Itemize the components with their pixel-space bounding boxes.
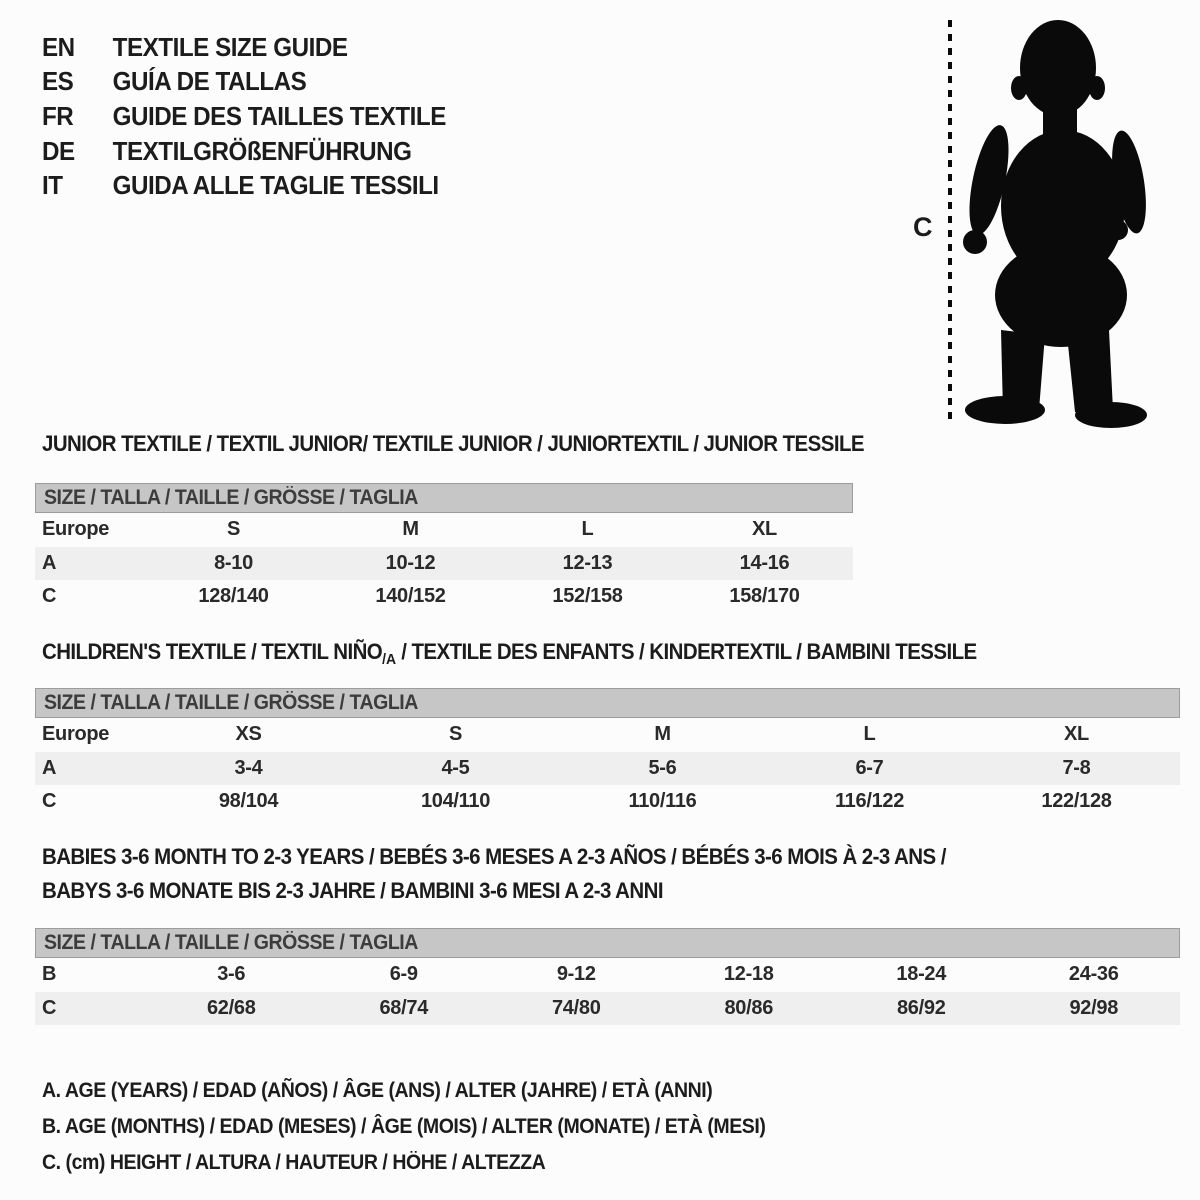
size-cell: S [226,518,241,541]
size-header-label: SIZE / TALLA / TAILLE / GRÖSSE / TAGLIA [44,931,418,954]
size-cell: 158/170 [729,585,800,608]
language-code: FR [42,100,74,131]
row-label: C [42,790,57,813]
size-cell: 6-9 [389,963,418,986]
children-size-table [35,688,1180,819]
size-cell: 92/98 [1069,996,1119,1019]
babies-title-line2: BABYS 3-6 MONATE BIS 2-3 JAHRE / BAMBINI 3-6 MESI A 2-3 ANNI [42,878,663,903]
size-cell: 3-6 [217,963,246,986]
babies-table-rows [35,958,1180,1025]
size-cell: 7-8 [1062,756,1091,779]
size-cell: 14-16 [739,551,790,574]
size-cell: 12-13 [562,551,613,574]
language-row [42,134,446,169]
table-row [35,785,1180,819]
size-cell: 5-6 [648,756,677,779]
size-cell: L [863,723,876,746]
table-row [35,752,1180,786]
toddler-figure [905,10,1155,430]
size-cell: 128/140 [198,585,269,608]
size-header-bar [35,688,1180,718]
language-title: GUIDA ALLE TAGLIE TESSILI [112,170,439,201]
size-cell: 80/86 [724,996,774,1019]
language-title-list [42,30,476,203]
table-row [35,992,1180,1026]
legend-line-c: C. (cm) HEIGHT / ALTURA / HAUTEUR / HÖHE / ALTEZZA [42,1151,546,1174]
babies-title-line1: BABIES 3-6 MONTH TO 2-3 YEARS / BEBÉS 3-6 MESES A 2-3 AÑOS / BÉBÉS 3-6 MOIS À 2-3 ANS / [42,844,946,869]
row-label: C [42,996,57,1019]
size-cell: 140/152 [375,585,446,608]
junior-size-table [35,483,853,614]
size-cell: 68/74 [379,996,429,1019]
size-cell: 24-36 [1068,963,1119,986]
size-cell: 12-18 [723,963,774,986]
children-table-rows [35,718,1180,819]
size-cell: 104/110 [420,790,491,813]
size-cell: M [654,723,671,746]
language-code: ES [42,66,74,97]
size-cell: XL [752,518,777,541]
row-label: Europe [42,723,110,746]
language-row [42,30,446,65]
size-cell: 62/68 [206,996,256,1019]
row-label: B [42,963,57,986]
language-title: TEXTILGRÖßENFÜHRUNG [112,135,412,166]
size-cell: 74/80 [551,996,601,1019]
junior-section-title: JUNIOR TEXTILE / TEXTIL JUNIOR/ TEXTILE JUNIOR / JUNIORTEXTIL / JUNIOR TESSILE [42,431,864,456]
height-label-c: C [913,212,933,242]
size-cell: S [448,723,463,746]
size-cell: M [402,518,419,541]
row-label: Europe [42,518,110,541]
size-cell: 4-5 [441,756,470,779]
language-title: GUÍA DE TALLAS [112,66,307,97]
legend-line-b: B. AGE (MONTHS) / EDAD (MESES) / ÂGE (MOIS) / ALTER (MONATE) / ETÀ (MESI) [42,1115,766,1138]
size-cell: 110/116 [628,790,697,813]
size-header-label: SIZE / TALLA / TAILLE / GRÖSSE / TAGLIA [44,691,418,714]
language-row [42,168,446,203]
children-section-title [42,639,977,668]
children-title-subscript: /A [382,651,397,668]
size-cell: 86/92 [896,996,946,1019]
size-cell: 18-24 [896,963,947,986]
size-cell: 152/158 [552,585,623,608]
table-row [35,513,853,547]
language-title: TEXTILE SIZE GUIDE [112,31,348,62]
table-row [35,718,1180,752]
size-cell: L [581,518,594,541]
babies-size-table [35,928,1180,1025]
size-cell: 8-10 [214,551,253,574]
language-row [42,65,446,100]
language-code: EN [42,31,75,62]
language-title: GUIDE DES TAILLES TEXTILE [112,100,446,131]
language-code: DE [42,135,75,166]
language-row [42,99,446,134]
junior-table-rows [35,513,853,614]
size-cell: 10-12 [385,551,436,574]
row-label: A [42,551,57,574]
children-title-pre: CHILDREN'S TEXTILE / TEXTIL NIÑO [42,639,383,664]
size-cell: 9-12 [556,963,596,986]
size-header-bar [35,483,853,513]
row-label: C [42,585,57,608]
size-cell: 3-4 [234,756,263,779]
size-cell: 98/104 [218,790,279,813]
children-title-post: / TEXTILE DES ENFANTS / KINDERTEXTIL / BAMBINI TESSILE [396,639,977,664]
size-cell: XL [1064,723,1089,746]
toddler-silhouette [962,20,1152,428]
size-header-bar [35,928,1180,958]
babies-section-title [42,840,946,908]
size-cell: 6-7 [855,756,884,779]
measurement-legend [42,1073,820,1181]
row-label: A [42,756,57,779]
table-row [35,547,853,581]
size-cell: XS [235,723,262,746]
size-cell: 116/122 [834,790,905,813]
table-row [35,958,1180,992]
table-row [35,580,853,614]
size-cell: 122/128 [1041,790,1112,813]
legend-line-a: A. AGE (YEARS) / EDAD (AÑOS) / ÂGE (ANS) / ALTER (JAHRE) / ETÀ (ANNI) [42,1079,713,1102]
language-code: IT [42,170,63,201]
size-header-label: SIZE / TALLA / TAILLE / GRÖSSE / TAGLIA [44,486,418,509]
